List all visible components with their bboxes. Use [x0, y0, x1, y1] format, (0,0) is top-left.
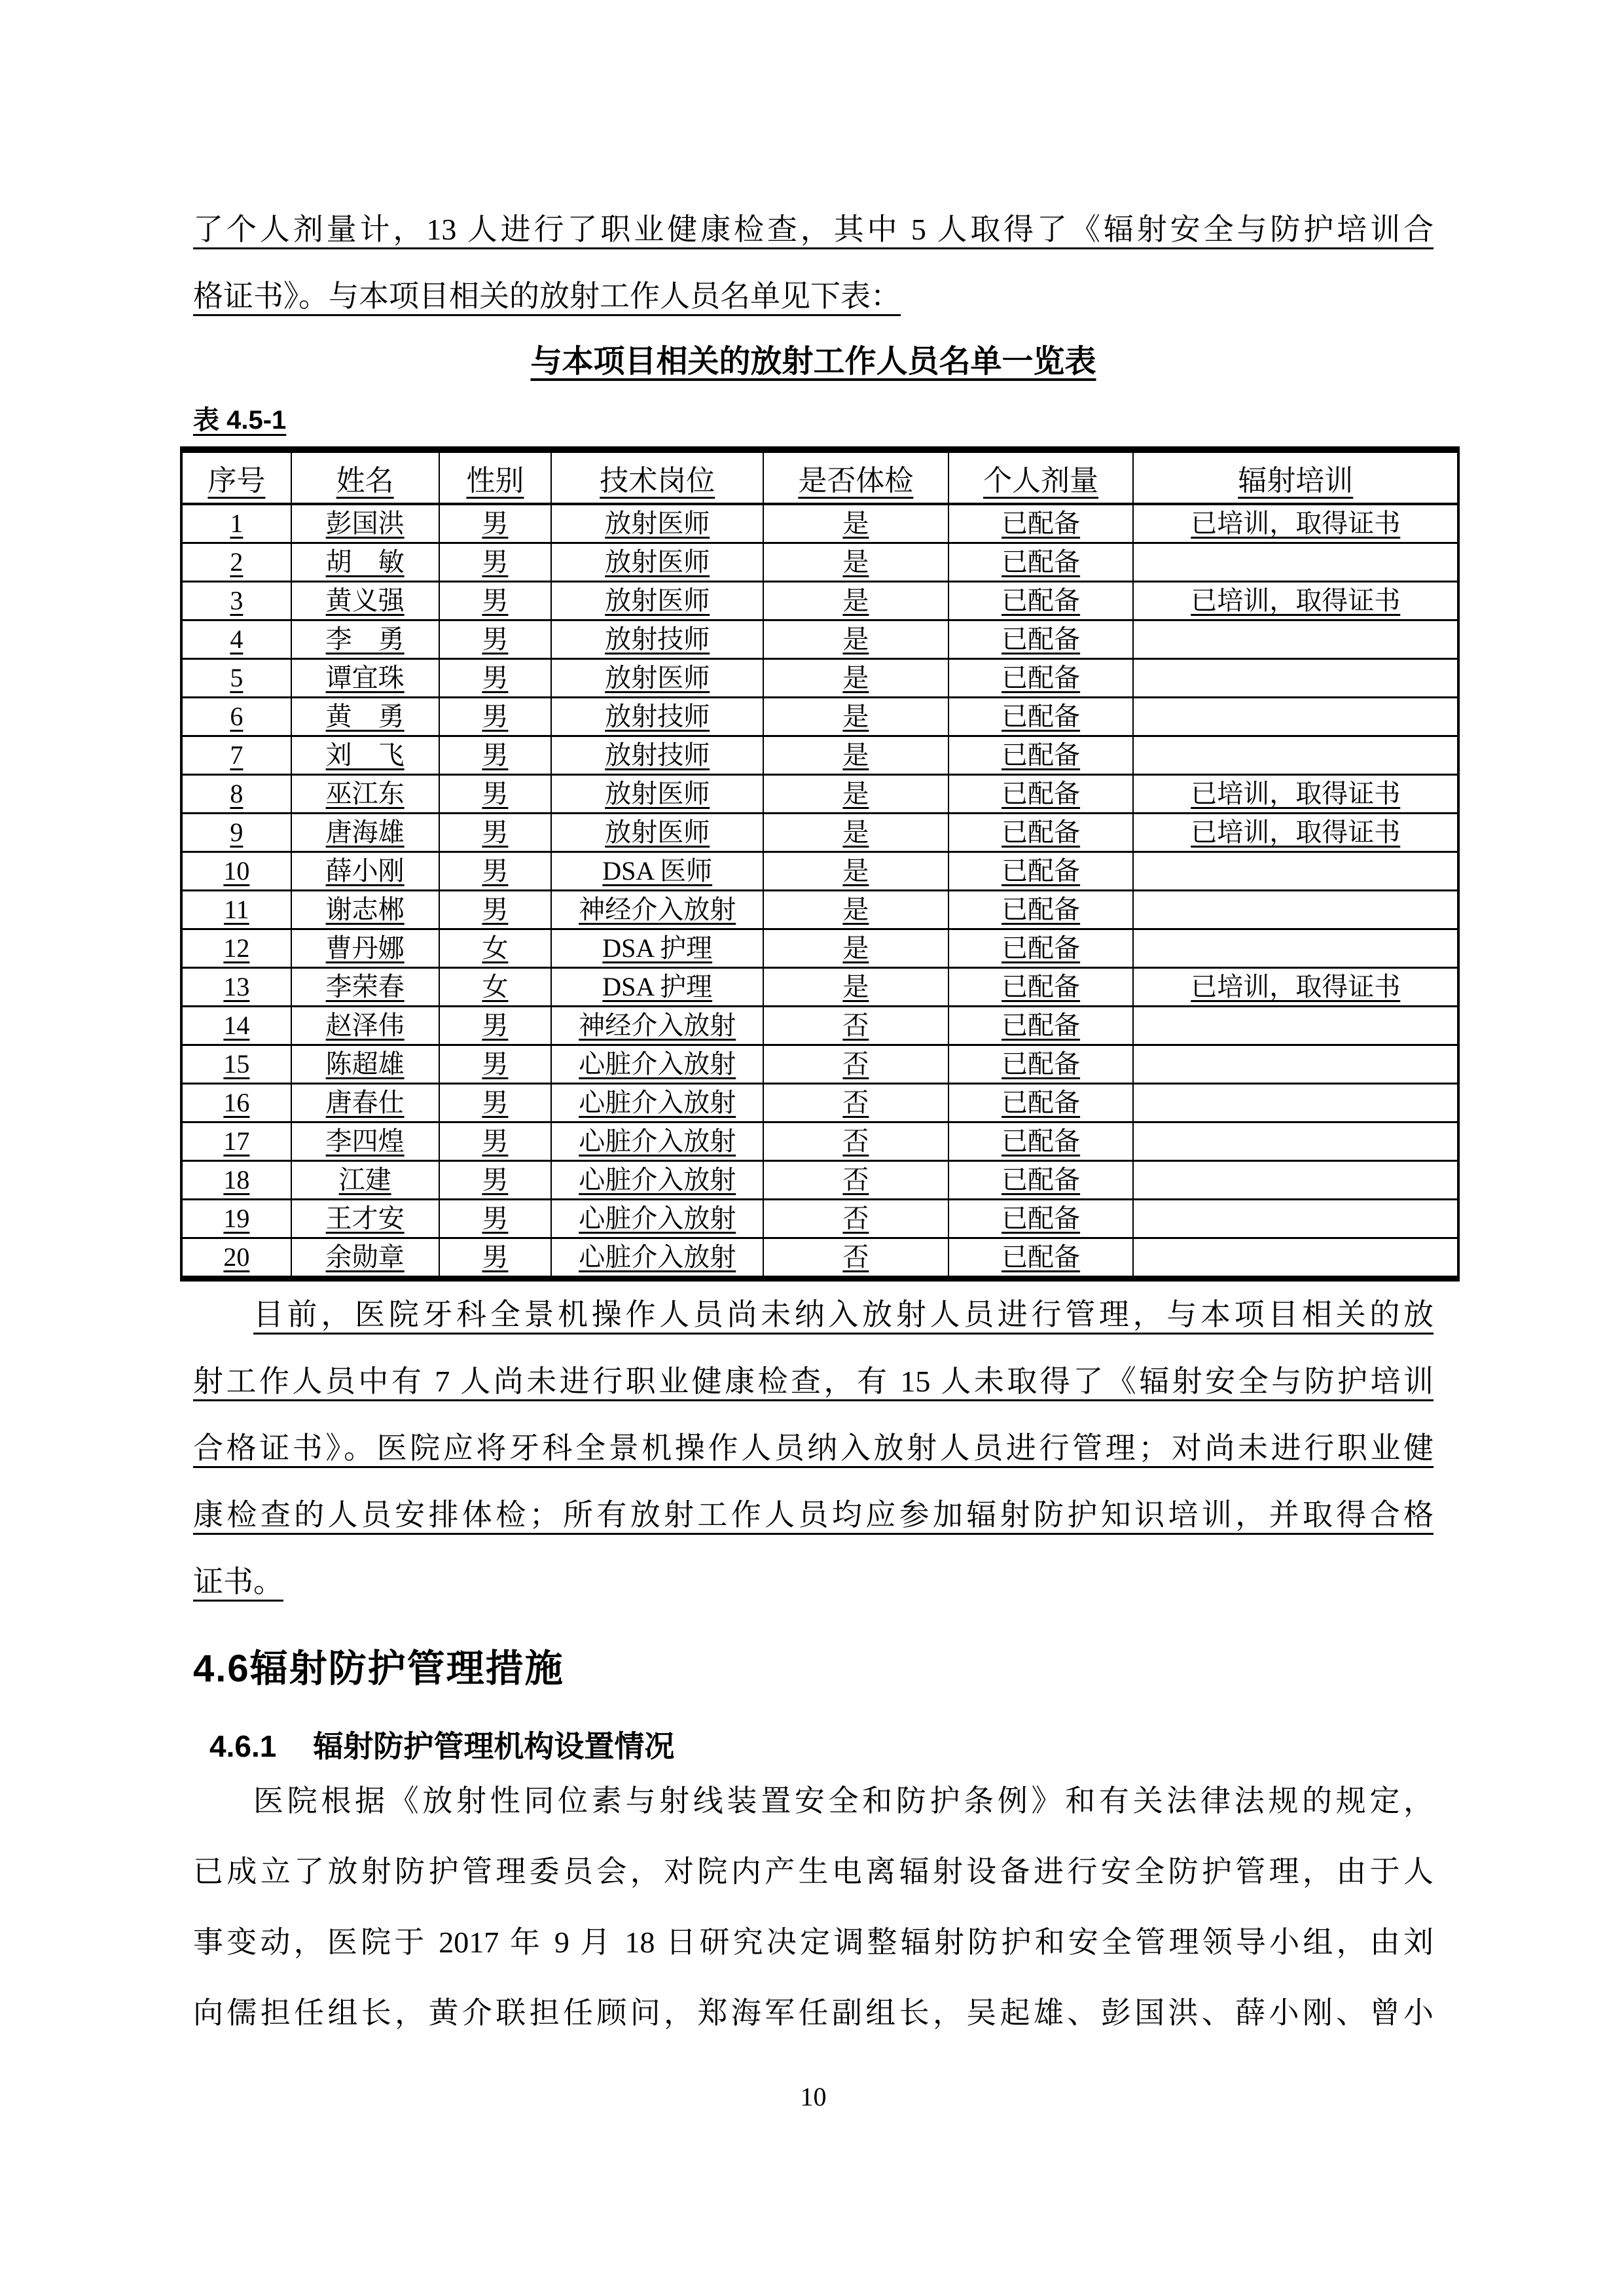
table-cell: 已配备 [948, 582, 1134, 620]
table-cell: 已培训，取得证书 [1133, 814, 1458, 852]
table-row [181, 736, 1458, 775]
table-row [181, 852, 1458, 891]
table-cell: 男 [439, 1238, 552, 1279]
table-cell: 是 [763, 582, 948, 620]
table-cell: 曹丹娜 [291, 929, 439, 968]
table-cell: 18 [181, 1161, 291, 1200]
table-cell: 10 [181, 852, 291, 891]
table-cell: 已培训，取得证书 [1133, 775, 1458, 814]
text-line: 证书。 [193, 1565, 283, 1598]
table-row [181, 504, 1458, 543]
table-cell [1133, 1122, 1458, 1161]
table-cell: 15 [181, 1045, 291, 1084]
table-cell: 3 [181, 582, 291, 620]
table-cell: 刘 飞 [291, 736, 439, 775]
table-cell: 赵泽伟 [291, 1007, 439, 1045]
column-header: 技术岗位 [551, 450, 763, 504]
table-cell: 已配备 [948, 852, 1134, 891]
table-cell: 是 [763, 620, 948, 659]
table-cell: 已培训，取得证书 [1133, 504, 1458, 543]
table-cell: 神经介入放射 [551, 1007, 763, 1045]
table-cell: 薛小刚 [291, 852, 439, 891]
column-header: 序号 [181, 450, 291, 504]
staff-table-body [181, 504, 1458, 1279]
column-header: 姓名 [291, 450, 439, 504]
table-cell: 是 [763, 891, 948, 929]
table-cell: 已配备 [948, 736, 1134, 775]
table-cell: 17 [181, 1122, 291, 1161]
table-cell: 男 [439, 1084, 552, 1122]
table-cell: 已配备 [948, 1238, 1134, 1279]
table-cell: 已配备 [948, 620, 1134, 659]
table-cell: 男 [439, 814, 552, 852]
table-cell: 放射医师 [551, 775, 763, 814]
paragraph-mid [193, 1282, 1434, 1615]
table-cell: 放射医师 [551, 504, 763, 543]
table-cell: 李 勇 [291, 620, 439, 659]
table-cell: 心脏介入放射 [551, 1238, 763, 1279]
text-line: 合格证书》。医院应将牙科全景机操作人员纳入放射人员进行管理；对尚未进行职业健 [193, 1431, 1434, 1465]
table-cell: 男 [439, 543, 552, 582]
table-cell: 男 [439, 1045, 552, 1084]
table-cell: 已配备 [948, 504, 1134, 543]
table-cell: 否 [763, 1084, 948, 1122]
table-cell: 放射技师 [551, 736, 763, 775]
table-cell: 江建 [291, 1161, 439, 1200]
table-cell: 黄 勇 [291, 698, 439, 736]
table-cell: 男 [439, 775, 552, 814]
table-cell: 巫江东 [291, 775, 439, 814]
table-cell: 已配备 [948, 659, 1134, 698]
table-cell: 5 [181, 659, 291, 698]
table-cell: 男 [439, 736, 552, 775]
table-cell: 黄义强 [291, 582, 439, 620]
table-cell: 是 [763, 659, 948, 698]
table-cell: 已配备 [948, 775, 1134, 814]
paragraph-top [193, 196, 1434, 330]
table-cell: 7 [181, 736, 291, 775]
column-header: 是否体检 [763, 450, 948, 504]
table-cell: 2 [181, 543, 291, 582]
table-cell: 20 [181, 1238, 291, 1279]
table-cell: 已配备 [948, 698, 1134, 736]
table-cell: DSA 护理 [551, 929, 763, 968]
table-cell [1133, 852, 1458, 891]
table-cell [1133, 736, 1458, 775]
table-cell: 放射医师 [551, 543, 763, 582]
table-cell: 已配备 [948, 929, 1134, 968]
table-cell: 女 [439, 968, 552, 1007]
table-cell [1133, 891, 1458, 929]
table-cell: 男 [439, 1122, 552, 1161]
table-cell: 否 [763, 1238, 948, 1279]
table-cell: 14 [181, 1007, 291, 1045]
table-cell: 是 [763, 775, 948, 814]
table-cell: 是 [763, 814, 948, 852]
table-cell: 彭国洪 [291, 504, 439, 543]
table-cell: 已配备 [948, 543, 1134, 582]
table-cell: 是 [763, 929, 948, 968]
table-cell: 唐海雄 [291, 814, 439, 852]
table-cell: 心脏介入放射 [551, 1084, 763, 1122]
text-line: 事变动，医院于 2017 年 9 月 18 日研究决定调整辐射防护和安全管理领导小组，由刘 [193, 1926, 1434, 1959]
table-cell [1133, 1161, 1458, 1200]
table-cell: 放射技师 [551, 698, 763, 736]
table-row [181, 1238, 1458, 1279]
table-cell [1133, 543, 1458, 582]
table-cell: 已配备 [948, 1161, 1134, 1200]
table-cell: 心脏介入放射 [551, 1045, 763, 1084]
table-cell: 胡 敏 [291, 543, 439, 582]
table-cell: 放射医师 [551, 659, 763, 698]
section-number: 4.6 [193, 1647, 250, 1690]
column-header: 个人剂量 [948, 450, 1134, 504]
table-cell: 12 [181, 929, 291, 968]
table-cell: 心脏介入放射 [551, 1161, 763, 1200]
staff-table [180, 446, 1460, 1282]
table-row [181, 659, 1458, 698]
table-cell: 是 [763, 852, 948, 891]
table-cell: 男 [439, 659, 552, 698]
subsection-title: 辐射防护管理机构设置情况 [313, 1729, 675, 1763]
paragraph-bottom [193, 1766, 1434, 2049]
table-cell: 男 [439, 891, 552, 929]
table-cell: 9 [181, 814, 291, 852]
table-cell: 神经介入放射 [551, 891, 763, 929]
table-cell: 已配备 [948, 1045, 1134, 1084]
table-cell: 心脏介入放射 [551, 1122, 763, 1161]
table-cell: 6 [181, 698, 291, 736]
table-cell [1133, 620, 1458, 659]
table-cell [1133, 1084, 1458, 1122]
staff-table-header [181, 450, 1458, 504]
column-header: 辐射培训 [1133, 450, 1458, 504]
table-cell: 男 [439, 504, 552, 543]
table-cell: 1 [181, 504, 291, 543]
table-cell: 谭宜珠 [291, 659, 439, 698]
table-cell: 已配备 [948, 1007, 1134, 1045]
table-cell: 否 [763, 1007, 948, 1045]
text-line: 向儒担任组长，黄介联担任顾问，郑海军任副组长，吴起雄、彭国洪、薛小刚、曾小 [193, 1996, 1434, 2030]
subsection-number: 4.6.1 [209, 1729, 277, 1763]
table-cell: 4 [181, 620, 291, 659]
table-cell: 放射技师 [551, 620, 763, 659]
table-cell [1133, 1238, 1458, 1279]
table-row [181, 698, 1458, 736]
table-cell: 是 [763, 736, 948, 775]
table-label: 表 4.5-1 [193, 406, 287, 435]
table-cell: 否 [763, 1122, 948, 1161]
table-cell [1133, 698, 1458, 736]
table-cell: 是 [763, 698, 948, 736]
table-title: 与本项目相关的放射工作人员名单一览表 [530, 344, 1096, 379]
table-row [181, 1200, 1458, 1238]
table-row [181, 929, 1458, 968]
table-cell: 谢志郴 [291, 891, 439, 929]
table-cell: 陈超雄 [291, 1045, 439, 1084]
column-header: 性别 [439, 450, 552, 504]
text-line: 康检查的人员安排体检；所有放射工作人员均应参加辐射防护知识培训，并取得合格 [193, 1498, 1434, 1532]
table-row [181, 891, 1458, 929]
section-heading [193, 1645, 1434, 1693]
table-cell: 男 [439, 698, 552, 736]
table-cell [1133, 1200, 1458, 1238]
table-cell: 唐春仕 [291, 1084, 439, 1122]
table-cell: 否 [763, 1045, 948, 1084]
table-cell: 11 [181, 891, 291, 929]
table-cell: 已配备 [948, 968, 1134, 1007]
table-row [181, 1161, 1458, 1200]
table-cell: 李四煌 [291, 1122, 439, 1161]
table-cell [1133, 1045, 1458, 1084]
table-cell: 李荣春 [291, 968, 439, 1007]
table-row [181, 1084, 1458, 1122]
table-cell: 余勋章 [291, 1238, 439, 1279]
table-cell: 男 [439, 852, 552, 891]
table-cell [1133, 929, 1458, 968]
table-cell: 8 [181, 775, 291, 814]
table-cell: 否 [763, 1200, 948, 1238]
table-cell: 心脏介入放射 [551, 1200, 763, 1238]
table-cell: 男 [439, 582, 552, 620]
subsection-heading [209, 1727, 1434, 1766]
table-cell: 王才安 [291, 1200, 439, 1238]
table-cell: 是 [763, 968, 948, 1007]
table-cell: 是 [763, 504, 948, 543]
text-line: 射工作人员中有 7 人尚未进行职业健康检查，有 15 人未取得了《辐射安全与防护培训 [193, 1365, 1434, 1398]
table-cell: 放射医师 [551, 814, 763, 852]
table-row [181, 543, 1458, 582]
table-row [181, 968, 1458, 1007]
table-cell [1133, 659, 1458, 698]
table-cell: 男 [439, 1161, 552, 1200]
table-cell: 已配备 [948, 814, 1134, 852]
table-cell: 男 [439, 1200, 552, 1238]
table-row [181, 620, 1458, 659]
table-cell: 放射医师 [551, 582, 763, 620]
text-line: 医院根据《放射性同位素与射线装置安全和防护条例》和有关法律法规的规定， [253, 1784, 1434, 1818]
table-cell [1133, 1007, 1458, 1045]
text-line: 了个人剂量计，13 人进行了职业健康检查，其中 5 人取得了《辐射安全与防护培训合 [193, 213, 1434, 246]
table-cell: 已培训，取得证书 [1133, 968, 1458, 1007]
table-cell: 男 [439, 1007, 552, 1045]
table-cell: 已配备 [948, 1122, 1134, 1161]
table-row [181, 814, 1458, 852]
page-number: 10 [800, 2082, 827, 2111]
table-cell: 13 [181, 968, 291, 1007]
table-cell: 16 [181, 1084, 291, 1122]
table-row [181, 582, 1458, 620]
table-cell: 否 [763, 1161, 948, 1200]
table-cell: 已配备 [948, 1084, 1134, 1122]
table-cell: DSA 护理 [551, 968, 763, 1007]
table-cell: 已配备 [948, 1200, 1134, 1238]
table-row [181, 1007, 1458, 1045]
table-cell: 19 [181, 1200, 291, 1238]
table-cell: 是 [763, 543, 948, 582]
table-cell: 男 [439, 620, 552, 659]
table-row [181, 1122, 1458, 1161]
text-line: 格证书》。与本项目相关的放射工作人员名单见下表： [193, 279, 901, 313]
header-row [181, 450, 1458, 504]
table-cell: 已配备 [948, 891, 1134, 929]
table-row [181, 775, 1458, 814]
text-line: 已成立了放射防护管理委员会，对院内产生电离辐射设备进行安全防护管理，由于人 [193, 1855, 1434, 1888]
table-cell: 已培训，取得证书 [1133, 582, 1458, 620]
text-line: 目前，医院牙科全景机操作人员尚未纳入放射人员进行管理，与本项目相关的放 [253, 1298, 1434, 1331]
table-cell: 女 [439, 929, 552, 968]
section-title: 辐射防护管理措施 [249, 1647, 564, 1690]
table-row [181, 1045, 1458, 1084]
table-cell: DSA 医师 [551, 852, 763, 891]
